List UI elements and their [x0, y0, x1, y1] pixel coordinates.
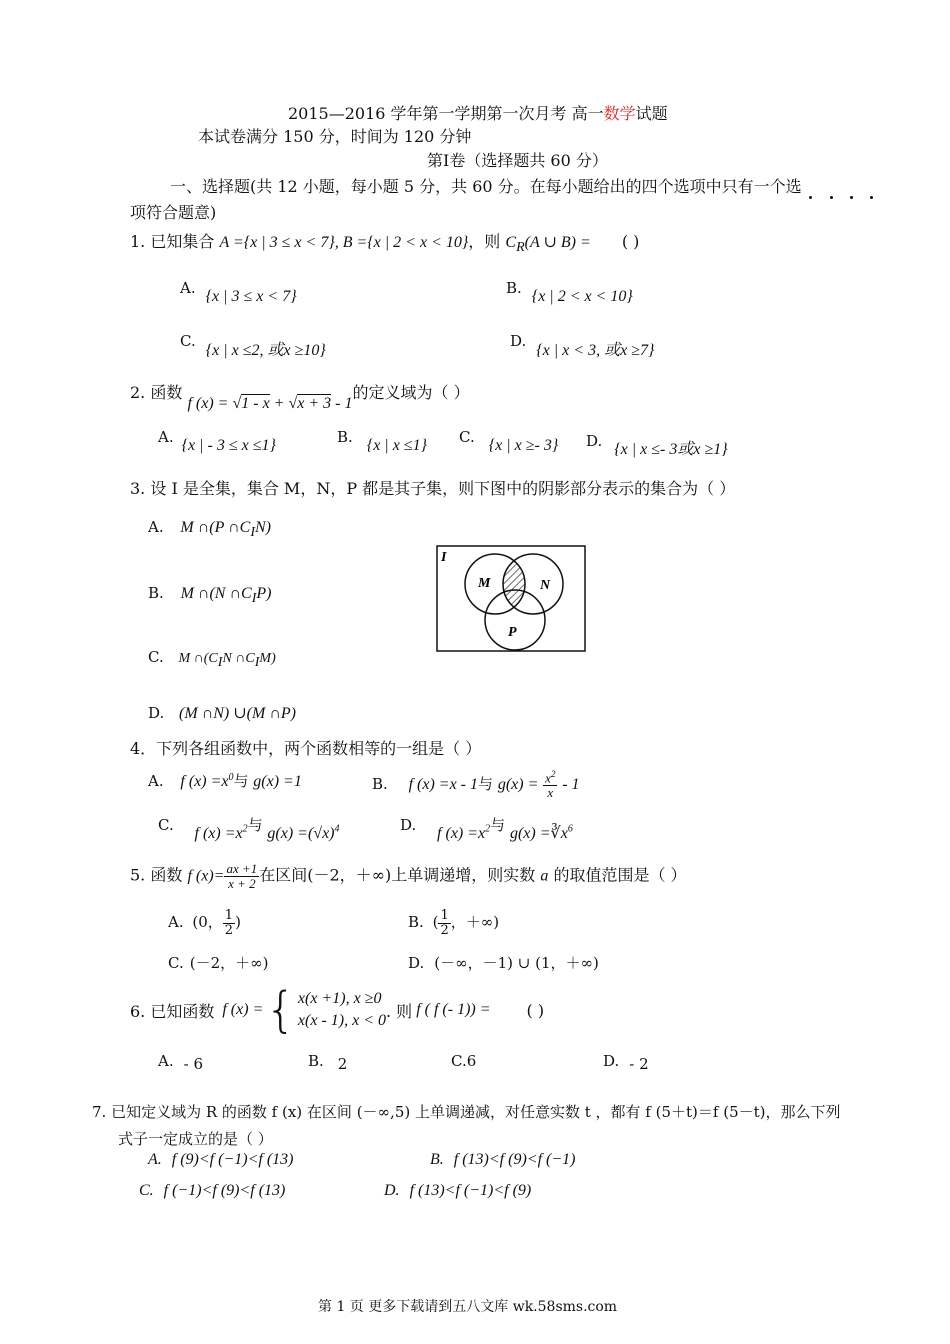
question-2-stem: 2. 函数 f (x) = √1 - x + √x + 3 - 1的定义域为（ ）: [130, 383, 470, 412]
q4-option-d: D. f $(x) =x^2$与 $g(x) =∛x^6$: [400, 816, 573, 842]
page-footer: 第 1 页 更多下载请到五八文库 wk.58sms.com: [318, 1299, 618, 1315]
q4-option-a: A. f $(x) =x^0$与 g(x) =1: [148, 772, 302, 790]
question-5-stem: 5. 函数 f (x)= $\frac{ax +1}{x + 2}$ 在区间(－2，＋∞)上单调递增，则实数 a 的取值范围是（ ）: [130, 861, 687, 891]
q7-option-c: C. f (−1)<f (9)<f (13): [139, 1182, 286, 1199]
question-1-stem: 1. 已知集合 A ={x | 3 ≤ x < 7}, B ={x | 2 < x < 10}，则 $C_R(A$ ∪ B) = ( ): [130, 232, 640, 256]
q5-option-c: C. (－2，＋∞): [168, 954, 269, 972]
q2-option-b: B. {x | x ≤1}: [337, 428, 427, 454]
label-m: M: [478, 576, 491, 591]
q1-option-c: C.{x | x ≤2, 或x ≥10}: [180, 332, 326, 359]
q6-option-d: D. - 2: [603, 1052, 649, 1073]
question-3-stem: 3. 设 I 是全集，集合 M，N，P 都是其子集，则下图中的阴影部分表示的集合为（ ）: [130, 479, 736, 498]
label-i: I: [441, 550, 447, 565]
q2-option-a: A. {x | - 3 ≤ x ≤1}: [158, 428, 276, 454]
q6-option-a: A. - 6: [158, 1052, 203, 1073]
q4-option-c: C. f $(x) =x^2$与 $g(x) =(√x)^4$: [158, 816, 340, 842]
q4-option-b: B. f (x) =x - 1与 g(x) = $\frac{x^2}{x}$ - 1: [372, 769, 580, 800]
exam-title: 2015—2016 学年第一学期第一次月考 高一数学试题: [288, 104, 668, 123]
q2-option-d: D. {x | x ≤- 3或x ≥1}: [586, 432, 728, 458]
exam-subtitle: 本试卷满分 150 分，时间为 120 分钟: [198, 127, 472, 146]
q7-option-b: B. f (13)<f (9)<f (−1): [430, 1151, 576, 1168]
q3-option-a: A. M ∩(P $\cap C_IN$): [148, 518, 271, 540]
q6-option-b: B. 2: [308, 1052, 348, 1073]
question-7-stem-line2: 式子一定成立的是（ ）: [118, 1130, 273, 1148]
label-n: N: [540, 578, 551, 593]
q1-option-a: A. {x | 3 ≤ x < 7}: [180, 279, 297, 305]
question-6-stem: 6. 已知函数 f (x) = { x(x +1), x ≥0 x(x - 1), x < 0 . 则 f ( f (- 1)) = ( ): [130, 982, 545, 1038]
q5-option-d: D. (－∞，－1) ∪ (1，＋∞): [408, 954, 599, 972]
q6-option-c: C.6: [451, 1052, 477, 1070]
q3-option-c: C. M $\cap(C_IN$ $\cap C_IM$): [148, 648, 276, 670]
q7-option-a: A. f (9)<f (−1)<f (13): [148, 1151, 294, 1168]
section-instructions-line1: 一、选择题(共 12 小题，每小题 5 分，共 60 分。在每小题给出的四个选项中只有一个选: [170, 177, 802, 196]
q3-option-d: D. (M ∩N) ∪(M ∩P): [148, 704, 296, 722]
question-4-stem: 4．下列各组函数中，两个函数相等的一组是（ ）: [130, 739, 482, 758]
q5-option-a: A. (0， $\frac{1}{2}$ ): [168, 908, 241, 938]
question-7-stem-line1: 7. 已知定义域为 R 的函数 f (x) 在区间 (－∞,5) 上单调递减，对任意实数 t ，都有 f (5＋t)＝f (5－t)，那么下列: [92, 1103, 841, 1121]
q1-option-b: B. {x | 2 < x < 10}: [506, 279, 633, 305]
q2-option-c: C. {x | x ≥- 3}: [459, 428, 559, 454]
q3-option-b: B. M ∩(N $\cap C_IP$): [148, 584, 272, 606]
q1-option-d: D.{x | x < 3, 或x ≥7}: [510, 332, 655, 359]
label-p: P: [508, 625, 517, 640]
q5-option-b: B. ( $\frac{1}{2}$ ，＋∞): [408, 908, 500, 938]
venn-diagram: [436, 545, 586, 652]
q7-option-d: D. f (13)<f (−1)<f (9): [384, 1182, 532, 1199]
section-instructions-line2: 项符合题意): [130, 203, 217, 222]
part-title: 第Ⅰ卷（选择题共 60 分）: [427, 151, 608, 170]
